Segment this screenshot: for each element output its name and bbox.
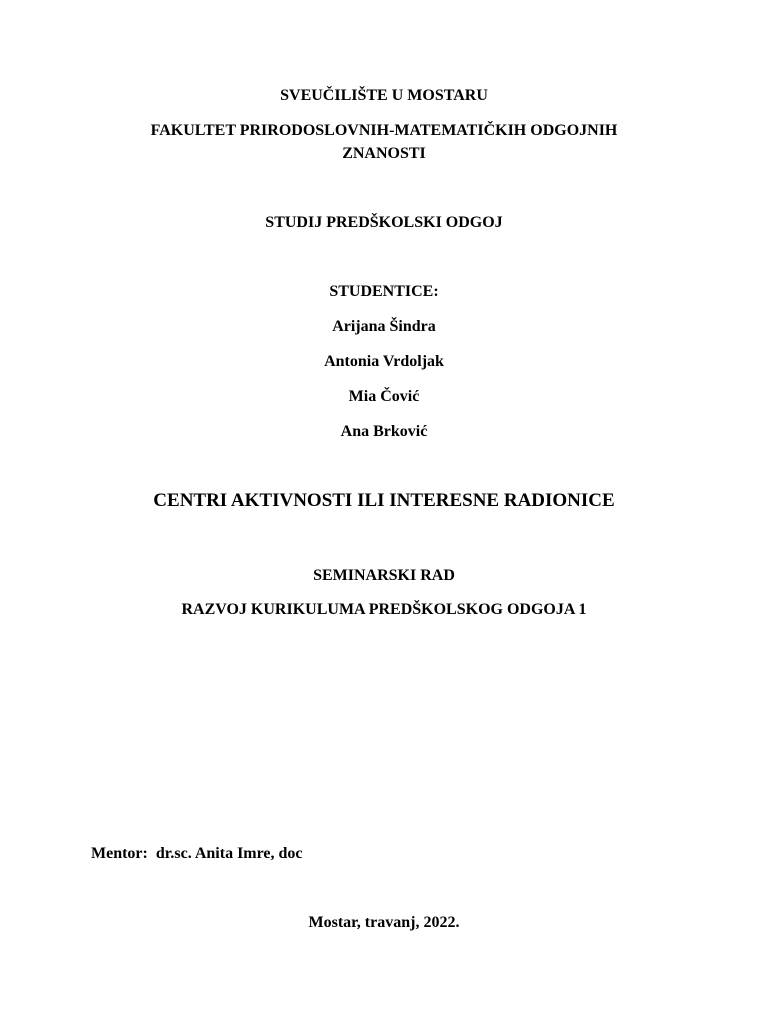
document-title: CENTRI AKTIVNOSTI ILI INTERESNE RADIONICE	[153, 490, 615, 511]
student-name: Arijana Šindra	[332, 318, 436, 335]
mentor-line: Mentor: dr.sc. Anita Imre, doc	[91, 845, 303, 862]
study-program: STUDIJ PREDŠKOLSKI ODGOJ	[265, 214, 503, 231]
student-name: Antonia Vrdoljak	[324, 353, 444, 370]
course-name: RAZVOJ KURIKULUMA PREDŠKOLSKOG ODGOJA 1	[181, 601, 587, 618]
student-name: Mia Čović	[348, 388, 420, 405]
university-name: SVEUČILIŠTE U MOSTARU	[280, 87, 488, 104]
place-and-date: Mostar, travanj, 2022.	[308, 914, 460, 931]
faculty-name-line1: FAKULTET PRIRODOSLOVNIH-MATEMATIČKIH ODGOJNIH	[150, 122, 618, 139]
document-type: SEMINARSKI RAD	[313, 567, 455, 584]
student-name: Ana Brković	[340, 423, 428, 440]
students-label: STUDENTICE:	[329, 283, 439, 300]
faculty-name-line2: ZNANOSTI	[342, 145, 426, 162]
